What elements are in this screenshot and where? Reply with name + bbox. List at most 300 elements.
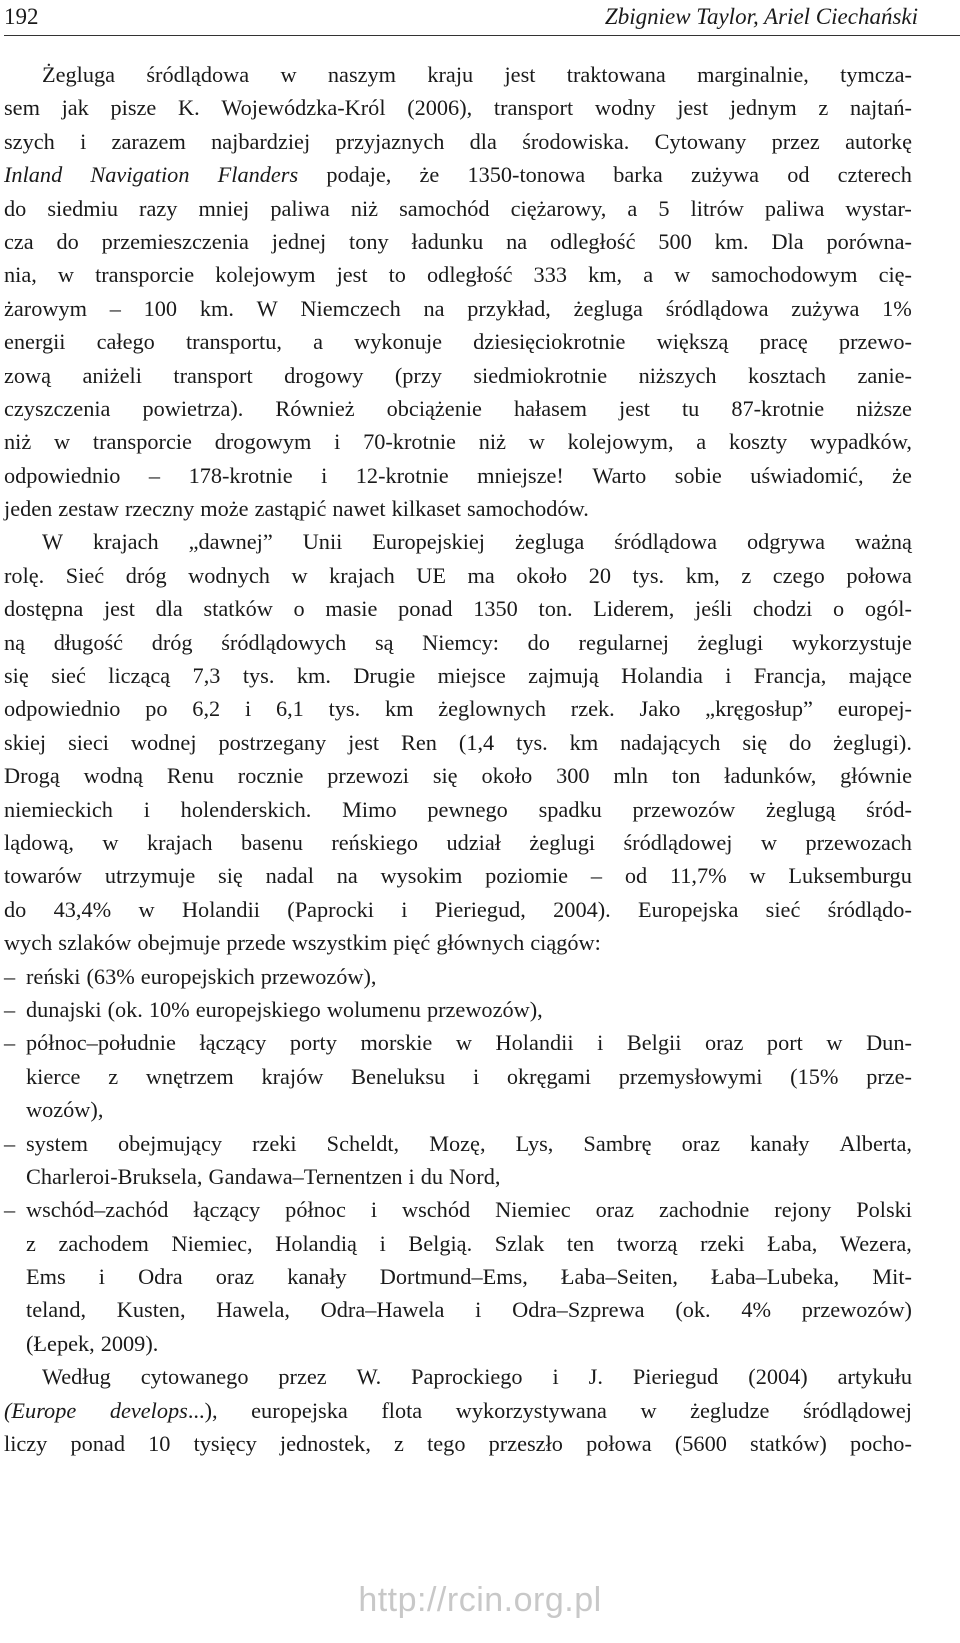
text-line xyxy=(4,726,912,759)
word: Belgii xyxy=(626,1030,682,1056)
text-line xyxy=(4,1327,912,1360)
word: i xyxy=(472,1063,480,1089)
word: Charleroi-Bruksela, xyxy=(26,1163,203,1189)
word: na xyxy=(506,228,528,254)
word: są xyxy=(374,629,394,655)
body-text xyxy=(4,58,912,1460)
text-line xyxy=(4,525,912,558)
word: że xyxy=(419,162,440,188)
word: ogól- xyxy=(864,596,912,622)
word: przez xyxy=(278,1364,327,1390)
list-dash: – xyxy=(4,1130,16,1156)
word: Łaba–Seiten, xyxy=(560,1264,678,1290)
word: wodną xyxy=(83,763,144,789)
word: transport xyxy=(493,95,574,121)
word: 1350 xyxy=(473,596,518,622)
running-header-authors: Zbigniew Taylor, Ariel Ciechański xyxy=(604,4,918,29)
word: develops...), xyxy=(109,1397,218,1423)
word: porówna- xyxy=(826,228,912,254)
text-line xyxy=(4,659,912,692)
word: po xyxy=(145,696,168,722)
word: Również xyxy=(275,395,355,421)
word: głównie xyxy=(840,763,912,789)
word: tys. xyxy=(242,663,275,689)
word: jest xyxy=(348,729,380,755)
word: UE xyxy=(416,562,446,588)
word: zużywa xyxy=(690,162,760,188)
word: wysokim xyxy=(380,863,463,889)
word: żegludze xyxy=(690,1397,770,1423)
word: Unii xyxy=(302,529,343,555)
word: masie xyxy=(325,596,378,622)
word: krajach xyxy=(146,829,213,855)
word: Europejska xyxy=(638,896,739,922)
word: Dla xyxy=(771,228,804,254)
word: 87-krotnie xyxy=(731,395,825,421)
text-line xyxy=(4,292,912,325)
word: Ren xyxy=(401,729,437,755)
text-line xyxy=(4,91,912,124)
word: niż xyxy=(478,429,506,455)
word: ciężarowy, xyxy=(510,195,607,221)
word: Francja, xyxy=(753,663,827,689)
page-number: 192 xyxy=(4,4,39,29)
word: autorkę xyxy=(845,128,912,154)
list-item-line xyxy=(4,960,912,993)
word: ton xyxy=(671,763,701,789)
word: system xyxy=(26,1130,88,1156)
word: Pieriegud, xyxy=(434,896,526,922)
text-line xyxy=(4,1293,912,1326)
list-dash: – xyxy=(4,1197,16,1223)
word: kilkaset xyxy=(391,496,461,522)
word: jednym xyxy=(729,95,797,121)
word: niż xyxy=(4,429,32,455)
word: z xyxy=(26,1230,36,1256)
word: przewozów xyxy=(632,796,736,822)
word: zarazem xyxy=(111,128,186,154)
word: wschód xyxy=(402,1197,471,1223)
word: Flanders xyxy=(217,162,299,188)
word: mające xyxy=(848,663,912,689)
word: J. xyxy=(588,1364,603,1390)
word: paliwa xyxy=(270,195,330,221)
word: porty xyxy=(289,1030,337,1056)
word: Belgią. xyxy=(408,1230,473,1256)
word: barka xyxy=(613,162,663,188)
word: Luksemburgu xyxy=(788,863,912,889)
word: i xyxy=(552,1364,559,1390)
word: Niemiec, xyxy=(171,1230,253,1256)
word: 500 xyxy=(658,228,692,254)
word: teland, xyxy=(26,1297,87,1323)
word: wych xyxy=(4,930,53,956)
word: prze- xyxy=(866,1063,912,1089)
word: (5600 xyxy=(674,1431,727,1457)
word: śród- xyxy=(866,796,912,822)
word: nadających xyxy=(620,729,721,755)
word: „dawnej” xyxy=(188,529,273,555)
word: przewozów), xyxy=(426,996,543,1022)
word: oraz xyxy=(681,1130,720,1156)
word: a xyxy=(313,329,323,355)
word: tys. xyxy=(516,729,548,755)
word: głównych xyxy=(436,930,525,956)
word: W. xyxy=(356,1364,382,1390)
word: port xyxy=(766,1030,803,1056)
word: połowa xyxy=(586,1431,652,1457)
word: drogowy xyxy=(284,362,364,388)
footer-watermark-url[interactable]: http://rcin.org.pl xyxy=(358,1581,602,1619)
text-line xyxy=(4,1427,912,1460)
word: niższe xyxy=(856,395,912,421)
word: holenderskich. xyxy=(180,796,312,822)
word: krajów xyxy=(261,1063,324,1089)
word: się xyxy=(432,763,458,789)
word: żeglugi). xyxy=(833,729,912,755)
word: śródlądo- xyxy=(827,896,912,922)
word: (Europe xyxy=(4,1397,77,1423)
word: i xyxy=(244,696,252,722)
word: postrzegany xyxy=(218,729,327,755)
word: łączący xyxy=(193,1197,261,1223)
text-line xyxy=(4,859,912,892)
word: sem xyxy=(4,95,40,121)
word: statków) xyxy=(750,1431,827,1457)
word: dunajski xyxy=(26,996,102,1022)
word: przewozów) xyxy=(801,1297,912,1323)
word: transportu, xyxy=(185,329,282,355)
word: w xyxy=(826,1030,843,1056)
word: wnętrzem xyxy=(145,1063,234,1089)
word: Pieriegud xyxy=(632,1364,719,1390)
word: litrów xyxy=(690,195,744,221)
text-line xyxy=(4,392,912,425)
word: w xyxy=(760,829,778,855)
word: wykonuje xyxy=(354,329,443,355)
word: i xyxy=(401,896,408,922)
word: wolumenu xyxy=(326,996,421,1022)
word: reńskiego xyxy=(331,829,419,855)
word: dla xyxy=(469,128,497,154)
word: Łaba, xyxy=(767,1230,818,1256)
word: oraz xyxy=(215,1264,255,1290)
word: traktowana xyxy=(566,62,666,87)
word: około xyxy=(516,562,568,588)
word: wodny xyxy=(594,95,656,121)
word: km. xyxy=(714,228,749,254)
word: śródlądowej xyxy=(802,1397,912,1423)
text-line xyxy=(4,58,912,91)
running-header xyxy=(4,2,956,32)
word: rzeczny xyxy=(124,496,195,522)
word: Drogą xyxy=(4,763,60,789)
word: Szlak xyxy=(494,1230,545,1256)
word: przyjaznych xyxy=(335,128,445,154)
word: przez xyxy=(771,128,820,154)
word: (2006), xyxy=(407,95,473,121)
word: (przy xyxy=(394,362,442,388)
word: i xyxy=(98,1264,105,1290)
word: km. xyxy=(296,663,331,689)
word: km. xyxy=(199,295,234,321)
word: Nord, xyxy=(449,1163,501,1189)
word: (63% xyxy=(86,963,135,989)
word: przemysłowymi xyxy=(618,1063,763,1089)
text-line xyxy=(4,626,912,659)
word: wschód–zachód xyxy=(26,1197,169,1223)
word: 178-krotnie xyxy=(188,462,293,488)
word: jeśli xyxy=(695,596,733,622)
word: żeglugi xyxy=(529,829,596,855)
word: w xyxy=(138,896,155,922)
word: artykułu xyxy=(837,1364,912,1390)
word: do xyxy=(4,195,27,221)
word: tysięcy xyxy=(193,1431,257,1457)
word: Żegluga xyxy=(42,62,116,87)
word: transporcie xyxy=(95,262,195,288)
word: całego xyxy=(96,329,155,355)
word: naszym xyxy=(327,62,397,87)
word: samochód xyxy=(399,195,490,221)
word: europejskich xyxy=(140,963,255,989)
word: transporcie xyxy=(92,429,192,455)
text-line xyxy=(4,225,912,258)
word: pocho- xyxy=(849,1431,912,1457)
list-item-line xyxy=(4,1193,912,1226)
text-line xyxy=(4,492,912,525)
word: km xyxy=(384,696,414,722)
word: i xyxy=(379,1230,386,1256)
word: Niemcy: xyxy=(422,629,499,655)
word: cytowanego xyxy=(140,1364,249,1390)
word: i xyxy=(143,796,150,822)
word: się xyxy=(742,729,768,755)
word: reński xyxy=(26,963,81,989)
word: kanały xyxy=(287,1264,347,1290)
word: przemieszczenia xyxy=(101,228,249,254)
word: (ok. xyxy=(675,1297,711,1323)
word: (1,4 xyxy=(458,729,495,755)
word: Europejskiej xyxy=(372,529,485,555)
word: czterech xyxy=(837,162,912,188)
word: W xyxy=(42,529,64,555)
word: 1% xyxy=(882,295,912,321)
word: Niemiec xyxy=(495,1197,571,1223)
word: liczącą xyxy=(108,663,171,689)
word: dróg xyxy=(125,562,167,588)
word: Kusten, xyxy=(116,1297,186,1323)
word: śródlądowa xyxy=(614,529,718,555)
word: chodzi xyxy=(752,596,813,622)
word: Holandia xyxy=(621,663,703,689)
word: na xyxy=(336,863,358,889)
word: żeglugą xyxy=(766,796,836,822)
word: rolę. xyxy=(4,562,45,588)
word: żeglugi xyxy=(697,629,764,655)
word: ton. xyxy=(538,596,573,622)
word: żegluga xyxy=(514,529,585,555)
word: Renu xyxy=(166,763,214,789)
word: a xyxy=(643,262,654,288)
word: regularnej xyxy=(578,629,669,655)
word: energii xyxy=(4,329,66,355)
word: (2004) xyxy=(748,1364,808,1390)
word: się xyxy=(4,663,29,689)
word: Holandii xyxy=(181,896,260,922)
text-line xyxy=(4,1160,912,1193)
word: Mimo xyxy=(342,796,397,822)
word: towarów xyxy=(4,863,83,889)
word: utrzymuje xyxy=(104,863,196,889)
word: sobie xyxy=(674,462,722,488)
word: mln xyxy=(613,763,649,789)
word: europej- xyxy=(837,696,912,722)
word: rejony xyxy=(774,1197,832,1223)
word: do xyxy=(4,896,27,922)
word: Sieć xyxy=(65,562,105,588)
word: żarowym xyxy=(4,295,87,321)
word: zachodem xyxy=(58,1230,149,1256)
word: sieć xyxy=(51,663,86,689)
word: (Paprocki xyxy=(287,896,374,922)
text-line xyxy=(4,1260,912,1293)
word: śródlądowa xyxy=(665,295,769,321)
word: a xyxy=(696,429,707,455)
word: środowiska. xyxy=(522,128,630,154)
word: marginalnie, xyxy=(697,62,809,87)
word: kraju xyxy=(427,62,474,87)
word: mniejsze! xyxy=(477,462,564,488)
word: pisze xyxy=(110,95,157,121)
word: razy xyxy=(139,195,178,221)
word: od xyxy=(624,863,648,889)
word: czyszczenia xyxy=(4,395,111,421)
text-line xyxy=(4,158,912,191)
word: północ–południe xyxy=(26,1030,176,1056)
word: tworzą xyxy=(616,1230,678,1256)
word: sieci xyxy=(68,729,109,755)
word: odległość xyxy=(550,228,636,254)
word: jeden xyxy=(4,496,53,522)
word: zową xyxy=(4,362,52,388)
word: oraz xyxy=(595,1197,634,1223)
word: że xyxy=(892,462,912,488)
word: km, xyxy=(685,562,720,588)
word: Odra xyxy=(138,1264,183,1290)
word: około xyxy=(481,763,533,789)
word: o xyxy=(832,596,845,622)
word: dziesięciokrotnie xyxy=(473,329,626,355)
word: w xyxy=(280,62,297,87)
text-line xyxy=(4,125,912,158)
word: aniżeli xyxy=(82,362,142,388)
word: i xyxy=(321,462,328,488)
word: powietrza). xyxy=(142,395,244,421)
word: przewo- xyxy=(838,329,912,355)
word: tego xyxy=(427,1431,466,1457)
word: Holandii xyxy=(495,1030,574,1056)
word: niż xyxy=(350,195,379,221)
word: nawet xyxy=(332,496,386,522)
word: północ xyxy=(285,1197,346,1223)
word: – xyxy=(148,462,161,488)
word: Według xyxy=(42,1364,111,1390)
word: Dun- xyxy=(866,1030,912,1056)
word: wodnej xyxy=(130,729,197,755)
word: 6,2 xyxy=(192,696,221,722)
word: Beneluksu xyxy=(351,1063,446,1089)
word: niższych xyxy=(638,362,717,388)
word: w xyxy=(57,262,74,288)
word: w xyxy=(749,863,766,889)
word: w xyxy=(102,829,119,855)
word: jest xyxy=(677,95,709,121)
text-line xyxy=(4,425,912,458)
word: dróg xyxy=(151,629,193,655)
word: o xyxy=(293,596,305,622)
word: Odra–Hawela xyxy=(320,1297,445,1323)
word: w xyxy=(54,429,71,455)
word: krajach xyxy=(329,562,395,588)
word: Warto xyxy=(592,462,647,488)
word: kanały xyxy=(750,1130,810,1156)
word: czego xyxy=(772,562,825,588)
word: Wezera, xyxy=(839,1230,912,1256)
word: wozów), xyxy=(26,1097,104,1123)
word: obciążenie xyxy=(386,395,482,421)
word: Wojewódzka-Król xyxy=(221,95,386,121)
text-line xyxy=(4,325,912,358)
word: sieć xyxy=(765,896,801,922)
text-line xyxy=(4,258,912,291)
word: okręgami xyxy=(506,1063,592,1089)
word: Alberta, xyxy=(839,1130,912,1156)
word: samochodów. xyxy=(467,496,589,522)
word: Mozę, xyxy=(429,1130,486,1156)
word: tys. xyxy=(632,562,665,588)
word: krajach xyxy=(93,529,159,555)
word: cza xyxy=(4,228,34,254)
word: 1350-tonowa xyxy=(467,162,586,188)
word: z xyxy=(108,1063,119,1089)
word: szych xyxy=(4,128,55,154)
word: wystar- xyxy=(845,195,912,221)
word: z xyxy=(394,1431,404,1457)
word: nadal xyxy=(265,863,314,889)
word: du xyxy=(420,1163,444,1189)
text-line xyxy=(4,826,912,859)
word: Mit- xyxy=(872,1264,912,1290)
word: podaje, xyxy=(326,162,392,188)
word: statków xyxy=(203,596,273,622)
word: przewozach xyxy=(805,829,912,855)
word: pracę xyxy=(759,329,808,355)
word: siedmiu xyxy=(47,195,118,221)
word: przewozi xyxy=(327,763,409,789)
word: przeszło xyxy=(488,1431,563,1457)
word: 333 xyxy=(533,262,567,288)
word: zachodnie xyxy=(658,1197,750,1223)
word: odgrywa xyxy=(747,529,826,555)
list-item-line xyxy=(4,1026,912,1059)
word: – xyxy=(590,863,603,889)
word: w xyxy=(291,562,308,588)
word: najbardziej xyxy=(211,128,311,154)
word: Cytowany xyxy=(654,128,747,154)
word: Holandią xyxy=(275,1230,357,1256)
word: paliwa xyxy=(764,195,825,221)
